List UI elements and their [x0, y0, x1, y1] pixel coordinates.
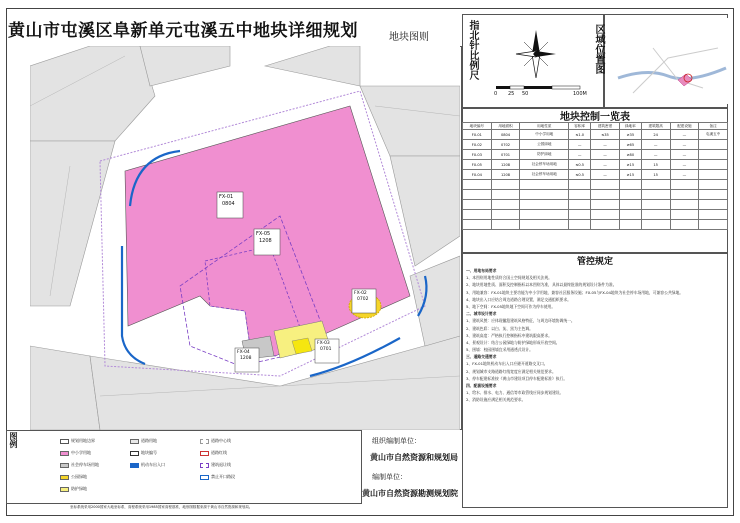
- legend-label: 道路用地: [141, 438, 157, 443]
- req-heading: 四、配套设施要求: [466, 383, 497, 388]
- table-cell: FX-03: [463, 150, 492, 160]
- legend-title: 图例: [9, 432, 18, 448]
- table-cell: ≤0.5: [569, 160, 591, 170]
- legend-item: [60, 474, 87, 480]
- table-cell: —: [670, 130, 699, 140]
- table-cell: 0804: [491, 130, 520, 140]
- table-cell: —: [591, 160, 620, 170]
- table-cell: 社会停车场用地: [520, 170, 569, 180]
- table-cell: ≤1.0: [569, 130, 591, 140]
- legend-item: [200, 450, 227, 456]
- legend-label: 禁止开口路段: [211, 474, 235, 479]
- parcel-fx01-code: 0804: [222, 201, 235, 207]
- table-cell: [699, 150, 728, 160]
- legend-swatch: [130, 439, 139, 444]
- legend-swatch: [60, 475, 69, 480]
- table-cell: ≤35: [591, 130, 620, 140]
- req-item: 1、本图则用地性质符合国土空间规划及相关法规。: [466, 275, 552, 281]
- scale-bar: [496, 86, 580, 89]
- legend-label: 道路中心线: [211, 438, 231, 443]
- table-cell: 社会停车场用地: [520, 160, 569, 170]
- table-cell: —: [591, 150, 620, 160]
- legend-item: [130, 438, 157, 444]
- table-cell: [699, 170, 728, 180]
- req-item: 5、地下空间：FX-05地块地下空间可作为停车使用。: [466, 303, 556, 309]
- legend-item: [60, 462, 99, 468]
- org-editor-value: 黄山市自然资源勘测规划院: [362, 489, 458, 498]
- table-row: [463, 180, 728, 190]
- table-cell: ≥15: [619, 160, 641, 170]
- legend-item: [200, 462, 231, 468]
- table-cell: 屯溪五中: [699, 130, 728, 140]
- req-item: 1、给水、排水、电力、通信等市政管线应同步规划建设。: [466, 390, 564, 396]
- parcel-fx01-label: FX-01: [219, 194, 234, 200]
- legend-label: 公园绿地: [71, 474, 87, 479]
- legend-item: [60, 450, 91, 456]
- parcel-fx02-code: 0702: [357, 297, 369, 302]
- col-header: 容积率: [569, 123, 591, 130]
- table-cell: —: [670, 160, 699, 170]
- legend-item: [200, 474, 235, 480]
- plan-map-svg: [30, 46, 460, 430]
- org-editor-label: 编制单位：: [372, 473, 407, 481]
- table-cell: —: [670, 140, 699, 150]
- table-row: [463, 220, 728, 230]
- legend-item: [200, 438, 231, 444]
- legend-label: 建筑退让线: [211, 462, 231, 467]
- col-header: 用地面积: [491, 123, 520, 130]
- parcel-fx03-label: FX-03: [317, 341, 330, 346]
- table-row: [463, 170, 728, 180]
- legend-label: 防护绿地: [71, 486, 87, 491]
- legend-swatch: [60, 487, 69, 492]
- legend-label: 规划用地边界: [71, 438, 95, 443]
- table-cell: [699, 140, 728, 150]
- legend-swatch: [60, 463, 69, 468]
- page-title: 黄山市屯溪区阜新单元屯溪五中地块详细规划: [8, 21, 358, 41]
- req-heading: 二、城市设计要求: [466, 311, 497, 317]
- table-cell: 公园绿地: [520, 140, 569, 150]
- legend-swatch: [60, 439, 69, 444]
- legend-item: [60, 438, 95, 444]
- table-cell: —: [569, 150, 591, 160]
- location-map-image: [608, 18, 728, 104]
- col-header: 备注: [699, 123, 728, 130]
- legend-swatch: [60, 451, 69, 456]
- req-item: 2、消防设施应满足相关规范要求。: [466, 397, 526, 403]
- legend-label: 地块编号: [141, 450, 157, 455]
- org-unit-value: 黄山市自然资源和规划局: [370, 453, 458, 462]
- col-header: 地块编号: [463, 123, 492, 130]
- table-row: [463, 190, 728, 200]
- location-map-label: 区域位置图: [593, 24, 604, 74]
- table-cell: FX-01: [463, 130, 492, 140]
- req-item: 3、停车配建标准按《黄山市建设项目停车配建标准》执行。: [466, 375, 568, 381]
- compass: [466, 18, 586, 104]
- req-item: 4、地块出入口应结合周边道路合理设置，满足交通组织要求。: [466, 296, 571, 302]
- req-item: 5、围墙：校园围墙宜采用通透式设计。: [466, 347, 533, 353]
- table-cell: —: [641, 150, 670, 160]
- table-cell: ≤0.5: [569, 170, 591, 180]
- scale-tick-1: 25: [508, 91, 515, 97]
- req-item: 4、景观设计：结合公园绿地与防护绿地形成开放空间。: [466, 339, 560, 345]
- legend-label: 道路红线: [211, 450, 227, 455]
- location-map: [608, 18, 728, 104]
- table-cell: ≥15: [619, 170, 641, 180]
- table-cell: —: [670, 170, 699, 180]
- req-heading: 三、道路交通要求: [466, 354, 497, 360]
- plan-map: [30, 46, 460, 446]
- table-cell: ≥65: [619, 140, 641, 150]
- table-cell: FX-02: [463, 140, 492, 150]
- legend-swatch: [200, 475, 209, 480]
- requirements-title: 管控规定: [576, 257, 613, 267]
- legend-swatch: [200, 451, 209, 456]
- table-cell: 24: [641, 130, 670, 140]
- control-table-header-row: [463, 123, 728, 130]
- table-row: [463, 200, 728, 210]
- table-cell: —: [641, 140, 670, 150]
- legend-swatch: [130, 451, 139, 456]
- col-header: 绿地率: [619, 123, 641, 130]
- table-cell: 1208: [491, 160, 520, 170]
- table-cell: FX-04: [463, 170, 492, 180]
- table-row: [463, 150, 728, 160]
- req-item: 2、地块用地性质、面积及控制指标以本图则为准，具体以最终批准的规划设计条件为准。: [466, 282, 617, 288]
- table-cell: —: [569, 140, 591, 150]
- legend-label: 社会停车场用地: [71, 462, 99, 467]
- req-heading: 一、用地布局要求: [466, 268, 497, 273]
- req-item: 1、建筑风貌：应体现徽派建筑风格特征，与周边环境协调统一。: [466, 318, 575, 324]
- table-cell: 0701: [491, 150, 520, 160]
- requirements-text: [466, 268, 724, 405]
- legend-item: [130, 462, 165, 468]
- table-row: [463, 160, 728, 170]
- table-cell: 1208: [491, 170, 520, 180]
- parcel-fx02-label: FX-02: [354, 291, 367, 296]
- req-item: 2、建筑色彩：以白、灰、黑为主色调。: [466, 325, 533, 331]
- legend-swatch: [200, 439, 209, 444]
- parcel-fx03-code: 0701: [320, 347, 332, 352]
- legend-label: 中小学用地: [71, 450, 91, 455]
- table-row: [463, 130, 728, 140]
- table-cell: ≥35: [619, 130, 641, 140]
- legend-item: [130, 450, 157, 456]
- col-header: 用地性质: [520, 123, 569, 130]
- table-row: [463, 140, 728, 150]
- organization-box: [362, 430, 462, 508]
- table-cell: —: [591, 140, 620, 150]
- parcel-fx04-code: 1208: [240, 356, 252, 361]
- legend-swatch: [200, 463, 209, 468]
- req-item: 2、规划城市支路道路红线宽度应满足相关规范要求。: [466, 368, 556, 374]
- req-item: 3、建筑高度：严格执行控制指标中建筑限高要求。: [466, 332, 552, 338]
- north-arrow-label: 指北针比例尺: [467, 20, 478, 80]
- req-item: 3、用地兼容：FX-01地块主要功能为中小学用地，兼容社区服务设施；FX-05与FX-04地块为社会停车场用地，可兼容公共绿地。: [466, 289, 684, 295]
- scale-tick-0: 0: [494, 91, 498, 97]
- req-item: 1、FX-01地块机动车出入口应避开道路交叉口。: [466, 361, 548, 367]
- legend: [30, 430, 360, 502]
- table-cell: [699, 160, 728, 170]
- table-row: [463, 210, 728, 220]
- scale-tick-2: 50: [522, 91, 529, 97]
- table-cell: FX-05: [463, 160, 492, 170]
- table-cell: 中小学用地: [520, 130, 569, 140]
- table-cell: 15: [641, 160, 670, 170]
- legend-swatch: [130, 463, 139, 468]
- col-header: 建筑限高: [641, 123, 670, 130]
- col-header: 建筑密度: [591, 123, 620, 130]
- legend-item: [60, 486, 87, 492]
- table-cell: —: [591, 170, 620, 180]
- scale-tick-3: 100M: [573, 91, 587, 97]
- table-cell: 0702: [491, 140, 520, 150]
- legend-label: 机动车出入口: [141, 462, 165, 467]
- parcel-fx05-label: FX-05: [256, 231, 271, 237]
- footnote: 坐标系统采用2000国家大地坐标系，高程系统采用1985国家高程基准，地形图数据来源于黄山市自然资源和规划局。: [70, 505, 253, 509]
- control-table: [462, 122, 728, 230]
- table-cell: 防护绿地: [520, 150, 569, 160]
- parcel-fx04-label: FX-04: [237, 350, 250, 355]
- control-table-title: 地块控制一览表: [560, 112, 630, 123]
- col-header: 配建设施: [670, 123, 699, 130]
- parcel-fx05-code: 1208: [259, 238, 272, 244]
- table-cell: ≥80: [619, 150, 641, 160]
- table-cell: —: [670, 150, 699, 160]
- org-unit-label: 组织编制单位：: [372, 437, 421, 445]
- page-subtitle: 地块图则: [389, 32, 429, 43]
- table-cell: 15: [641, 170, 670, 180]
